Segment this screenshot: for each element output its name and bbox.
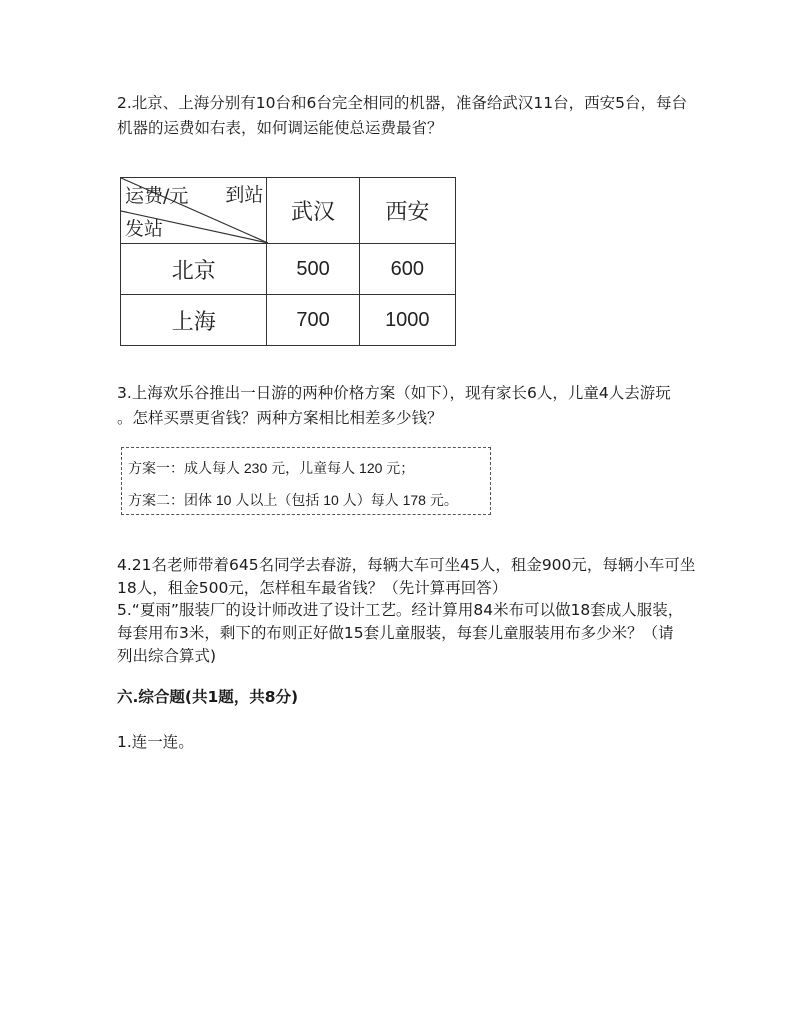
section-six-heading: 六.综合题(共1题，共8分) <box>117 688 299 706</box>
q2-text-line1: 2.北京、上海分别有10台和6台完全相同的机器，准备给武汉11台，西安5台，每台 <box>117 94 687 112</box>
q5-text-line2: 每套用布3米，剩下的布则正好做15套儿童服装，每套儿童服装用布多少米？（请 <box>117 624 674 642</box>
row-header-beijing: 北京 <box>121 244 267 295</box>
q4-text-line1: 4.21名老师带着645名同学去春游，每辆大车可坐45人，租金900元，每辆小车可坐 <box>117 556 696 574</box>
cell-beijing-wuhan: 500 <box>267 244 359 295</box>
freight-cost-table <box>120 177 456 346</box>
corner-label-fee: 运费/元 <box>125 185 189 207</box>
column-header-wuhan: 武汉 <box>267 178 359 244</box>
cell-shanghai-xian: 1000 <box>359 295 455 346</box>
column-header-xian: 西安 <box>359 178 455 244</box>
plan-one-text: 方案一：成人每人 230 元，儿童每人 120 元； <box>128 460 415 476</box>
q5-text-line3: 列出综合算式) <box>117 647 217 665</box>
corner-label-departure: 发站 <box>125 218 164 240</box>
q5-text-line1: 5.“夏雨”服装厂的设计师改进了设计工艺。经计算用84米布可以做18套成人服装， <box>117 601 684 619</box>
table-row <box>121 295 456 346</box>
corner-label-arrival: 到站 <box>225 184 264 206</box>
table-header-row <box>121 178 456 244</box>
q3-text-line2: 。怎样买票更省钱？两种方案相比相差多少钱？ <box>117 409 443 427</box>
plan-two-text: 方案二：团体 10 人以上（包括 10 人）每人 178 元。 <box>128 492 458 508</box>
q4-text-line2: 18人，租金500元，怎样租车最省钱？（先计算再回答） <box>117 579 508 597</box>
q3-text-line1: 3.上海欢乐谷推出一日游的两种价格方案（如下），现有家长6人，儿童4人去游玩 <box>117 384 671 402</box>
row-header-shanghai: 上海 <box>121 295 267 346</box>
cell-beijing-xian: 600 <box>359 244 455 295</box>
table-row <box>121 244 456 295</box>
section-six-question-one: 1.连一连。 <box>117 733 194 751</box>
table-corner-cell <box>121 178 267 244</box>
q2-text-line2: 机器的运费如右表，如何调运能使总运费最省？ <box>117 119 443 137</box>
price-plan-box <box>121 447 491 515</box>
cell-shanghai-wuhan: 700 <box>267 295 359 346</box>
